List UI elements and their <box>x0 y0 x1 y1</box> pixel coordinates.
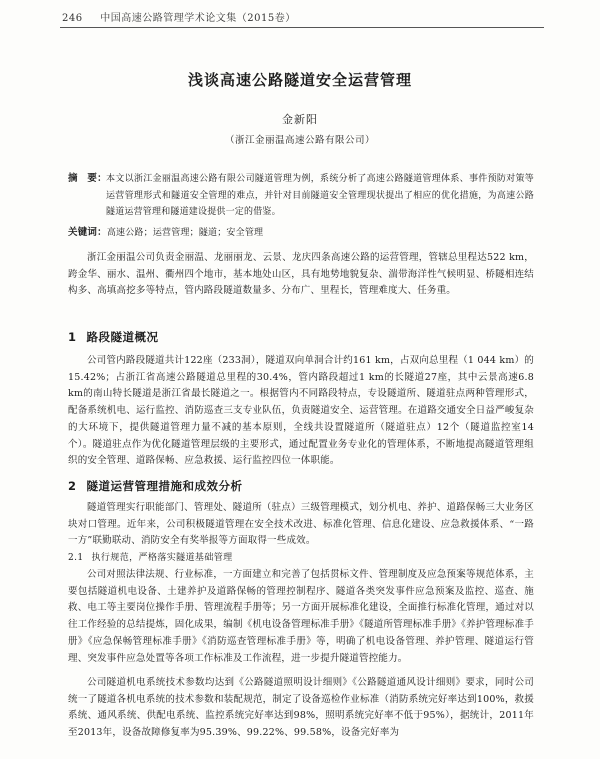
subsection-2-1-paragraph-1: 公司对照法律法规、行业标准，一方面建立和完善了包括贯标文件、管理制度及应急预案等规范体系，主要包括隧道机电设备、土建养护及道路保畅的管理控制程序、隧道各类突发事件应急预案及监控、巡查、施救、电工等主要岗位操作手册、管理流程手册等；另一方面开展标准化建设，全面推行标准化管理，通过对以往工作经验的总结提炼，固化成果，编制《机电设备管理标准手册》《隧道所管理标准手册》《养护管理标准手册》《应急保畅管理标准手册》《消防巡查管理标准手册》等，明确了机电设备管理、养护管理、隧道运行管理、突发事件应急处置等各项工作标准及工作流程，进一步提升隧道管控能力。 <box>68 569 534 664</box>
section-2-title: 隧道运营管理措施和成效分析 <box>86 479 243 493</box>
keywords <box>68 224 534 238</box>
section-2-heading <box>68 478 243 494</box>
header-rule <box>60 27 544 28</box>
running-head <box>62 9 542 24</box>
section-1-heading <box>68 329 159 345</box>
abstract-label: 摘 要： <box>68 173 107 184</box>
subsection-2-1-heading <box>68 550 233 563</box>
page-number: 246 <box>62 13 83 24</box>
article-title: 浅谈高速公路隧道安全运营管理 <box>187 71 412 89</box>
journal-name: 中国高速公路管理学术论文集（2015卷） <box>100 13 296 24</box>
section-1-number: 1 <box>68 330 77 344</box>
section-1-title: 路段隧道概况 <box>86 330 159 344</box>
subsection-2-1-number: 2.1 <box>68 553 84 563</box>
subsection-2-1-paragraph-2: 公司隧道机电系统技术参数均达到《公路隧道照明设计细则》《公路隧道通风设计细则》要求，同时公司统一了隧道各机电系统的技术参数和装配规范，制定了设备巡检作业标准（消防系统完好率达到100%，救援系统、通风系统、供配电系统、监控系统完好率达到98%，照明系统完好率不低于95%），据统计，2011年至2013年，设备故障修复率为95.39%、99.22%、99.58%，设备完好率为 <box>68 677 534 739</box>
section-1-paragraph: 公司管内路段隧道共计122座（233洞），隧道双向单洞合计约161 km，占双向总里程（1 044 km）的15.42%；占浙江省高速公路隧道总里程的30.4%，管内路段超过1 km的长隧道27座，其中云景高速6.8 km的南山特长隧道是浙江省最长隧道之一。根据管内不同路段特点，专设隧道所、隧道驻点两种管理形式，配备系统机电、运行监控、消防巡查三支专业队伍，负责隧道安全、运营管理。在道路交通安全日益严峻复杂的大环境下，提供隧道管理力量不减的基本原则，全线共设置隧道所（隧道驻点）12个（隧道监控室14个）。隧道驻点作为优化隧道管理层级的主要形式，通过配置业务专业化的管理体系，不断地提高隧道管理组织的安全管理、道路保畅、应急救援、运行监控四位一体职能。 <box>68 355 534 467</box>
abstract-text: 本文以浙江金丽温高速公路有限公司隧道管理为例，系统分析了高速公路隧道管理体系、事件预防对策等运营管理形式和隧道安全管理的难点，并针对目前隧道安全管理现状提出了相应的优化措施，为高速公路隧道运营管理和隧道建设提供一定的借鉴。 <box>106 174 534 217</box>
keywords-label: 关键词： <box>68 227 107 238</box>
author-affiliation: （浙江金丽温高速公路有限公司） <box>224 135 375 146</box>
section-2-paragraph: 隧道管理实行职能部门、管理处、隧道所（驻点）三级管理模式，划分机电、养护、道路保畅三大业务区块对口管理。近年来，公司积极隧道管理在安全技术改进、标准化管理、信息化建设、应急救援体系、“一路一方”联勤联动、消防安全有奖举报等方面取得一些成效。 <box>68 502 534 547</box>
author-name: 金新阳 <box>282 113 318 126</box>
subsection-2-1-title: 执行规范，严格落实隧道基础管理 <box>91 553 233 563</box>
abstract <box>68 171 534 221</box>
keywords-text: 高速公路；运营管理；隧道；安全管理 <box>106 228 264 238</box>
intro-paragraph: 浙江金丽温公司负责金丽温、龙丽丽龙、云景、龙庆四条高速公路的运营管理，管辖总里程达522 km，跨金华、丽水、温州、衢州四个地市，基本地处山区，具有地势地貌复杂、湍带海洋性气候明显、桥隧相连结构多、高填高挖多等特点，管内路段隧道数量多、分布广、里程长，管理难度大、任务重。 <box>68 252 534 297</box>
section-2-number: 2 <box>68 479 77 493</box>
